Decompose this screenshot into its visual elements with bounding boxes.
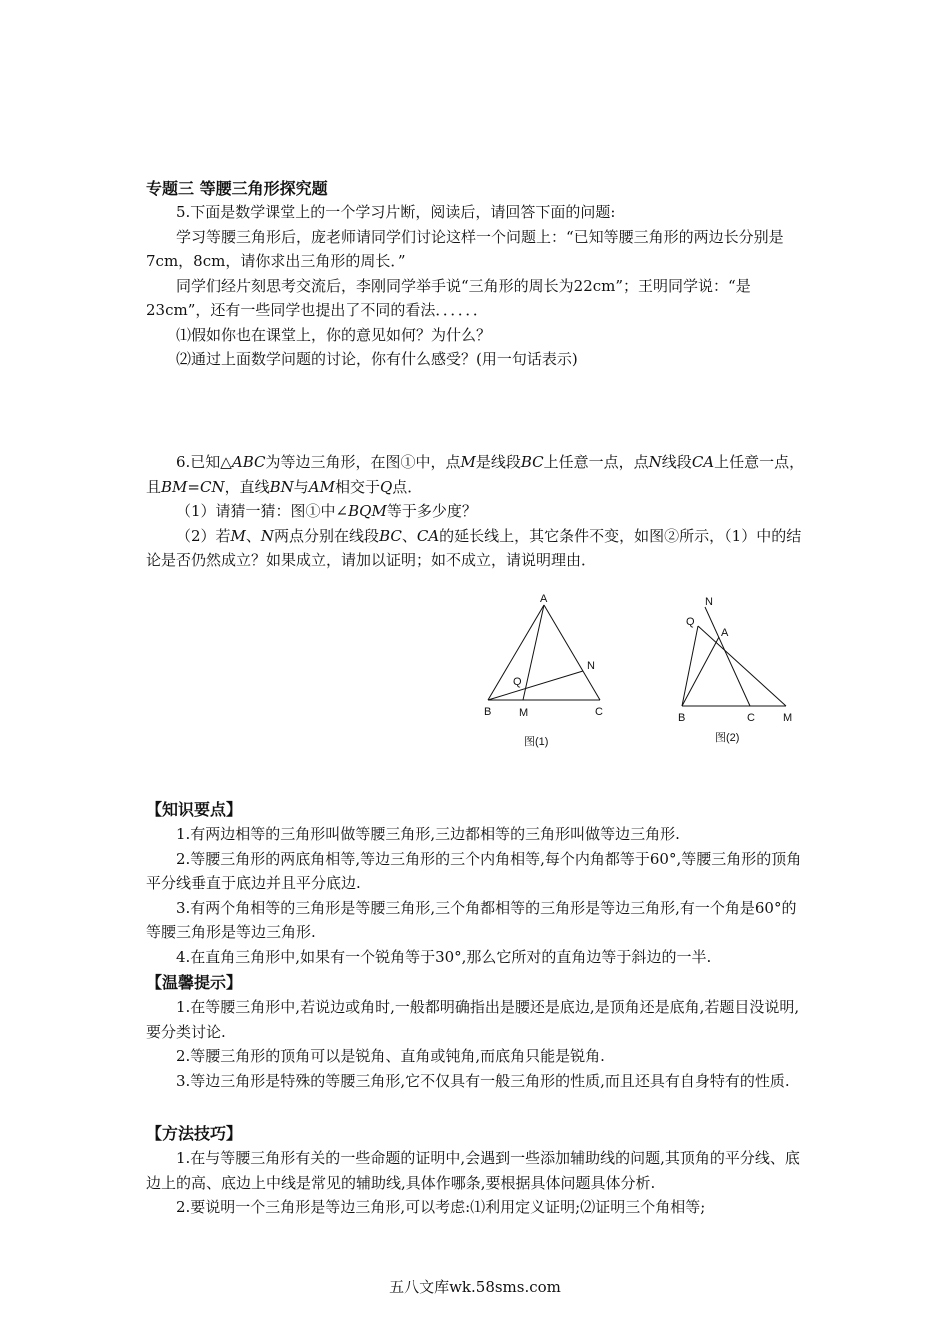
tips-heading: 【温馨提示】	[146, 973, 243, 992]
knowledge-heading: 【知识要点】	[146, 800, 243, 819]
q6-statement: 6.已知△ABC为等边三角形，在图①中，点M是线段BC上任意一点，点N线段CA上任意一点，且BM=CN，直线BN与AM相交于Q点．	[146, 453, 805, 496]
methods-item: 1.在与等腰三角形有关的一些命题的证明中,会遇到一些添加辅助线的问题,其顶角的平分线、底边上的高、底边上中线是常见的辅助线,具体作哪条,要根据具体问题具体分析.	[146, 1149, 800, 1192]
knowledge-item: 1.有两边相等的三角形叫做等腰三角形,三边都相等的三角形叫做等边三角形.	[176, 825, 680, 843]
tips-list	[146, 995, 806, 1093]
figure-1	[478, 585, 618, 755]
knowledge-item: 4.在直角三角形中,如果有一个锐角等于30°,那么它所对的直角边等于斜边的一半.	[176, 947, 712, 966]
fig2-label-q: Q	[686, 616, 695, 628]
fig2-label-a: A	[721, 627, 729, 639]
fig2-line-cn	[705, 607, 750, 706]
q5-sub-1: ⑴假如你也在课堂上，你的意见如何？为什么？	[176, 325, 492, 344]
question-6	[146, 450, 806, 573]
fig2-label-c: C	[747, 712, 755, 724]
fig2-side-ab	[682, 637, 719, 706]
fig2-caption: 图(2)	[715, 732, 740, 744]
q5-discussion: 同学们经片刻思考交流后，李刚同学举手说“三角形的周长为22cm”；王明同学说：“是23cm”，还有一些同学也提出了不同的看法．．．．．．	[146, 276, 751, 319]
q6-sub-1: （1）请猜一猜：图①中∠BQM等于多少度？	[176, 502, 477, 520]
page-footer: 五八文库wk.58sms.com	[389, 1278, 561, 1296]
tips-item: 2.等腰三角形的顶角可以是锐角、直角或钝角,而底角只能是锐角.	[176, 1047, 605, 1065]
methods-item: 2.要说明一个三角形是等边三角形,可以考虑:⑴利用定义证明;⑵证明三个角相等;	[176, 1198, 706, 1216]
q5-problem: 学习等腰三角形后，庞老师请同学们讨论这样一个问题上：“已知等腰三角形的两边长分别是7cm，8cm，请你求出三角形的周长．”	[146, 227, 784, 270]
fig1-label-c: C	[595, 706, 603, 718]
q6-sub-2: （2）若M、N两点分别在线段BC、CA的延长线上，其它条件不变，如图②所示，（1）中的结论是否仍然成立？如果成立，请加以证明；如不成立，请说明理由．	[146, 526, 802, 569]
tips-item: 3.等边三角形是特殊的等腰三角形,它不仅具有一般三角形的性质,而且还具有自身特有的性质.	[176, 1071, 790, 1090]
section-title: 专题三 等腰三角形探究题	[146, 179, 328, 198]
fig2-label-b: B	[678, 712, 686, 724]
fig1-label-q: Q	[513, 676, 522, 688]
knowledge-item: 3.有两个角相等的三角形是等腰三角形,三个角都相等的三角形是等边三角形,有一个角是60°的等腰三角形是等边三角形.	[146, 898, 797, 941]
fig1-label-n: N	[587, 660, 595, 672]
tips-item: 1.在等腰三角形中,若说边或角时,一般都明确指出是腰还是底边,是顶角还是底角,若题目没说明,要分类讨论.	[146, 998, 800, 1041]
fig2-label-m: M	[783, 712, 793, 724]
fig1-caption: 图(1)	[524, 736, 549, 748]
fig1-label-a: A	[540, 593, 548, 605]
fig2-label-n: N	[705, 596, 713, 608]
methods-heading: 【方法技巧】	[146, 1124, 243, 1143]
methods-list	[146, 1146, 806, 1220]
q5-intro: 5.下面是数学课堂上的一个学习片断，阅读后，请回答下面的问题:	[176, 203, 616, 221]
figure-2	[672, 590, 807, 750]
knowledge-list	[146, 822, 806, 969]
fig2-line-qm	[698, 626, 786, 706]
knowledge-item: 2.等腰三角形的两底角相等,等边三角形的三个内角相等,每个内角都等于60°,等腰三角形的顶角平分线垂直于底边并且平分底边.	[146, 849, 802, 892]
fig1-label-b: B	[484, 706, 492, 718]
question-5	[146, 200, 806, 372]
fig1-side-ac	[544, 605, 600, 700]
fig1-label-m: M	[519, 707, 529, 719]
fig2-line-bq	[682, 626, 698, 706]
q5-sub-2: ⑵通过上面数学问题的讨论，你有什么感受？(用一句话表示)	[176, 350, 578, 368]
